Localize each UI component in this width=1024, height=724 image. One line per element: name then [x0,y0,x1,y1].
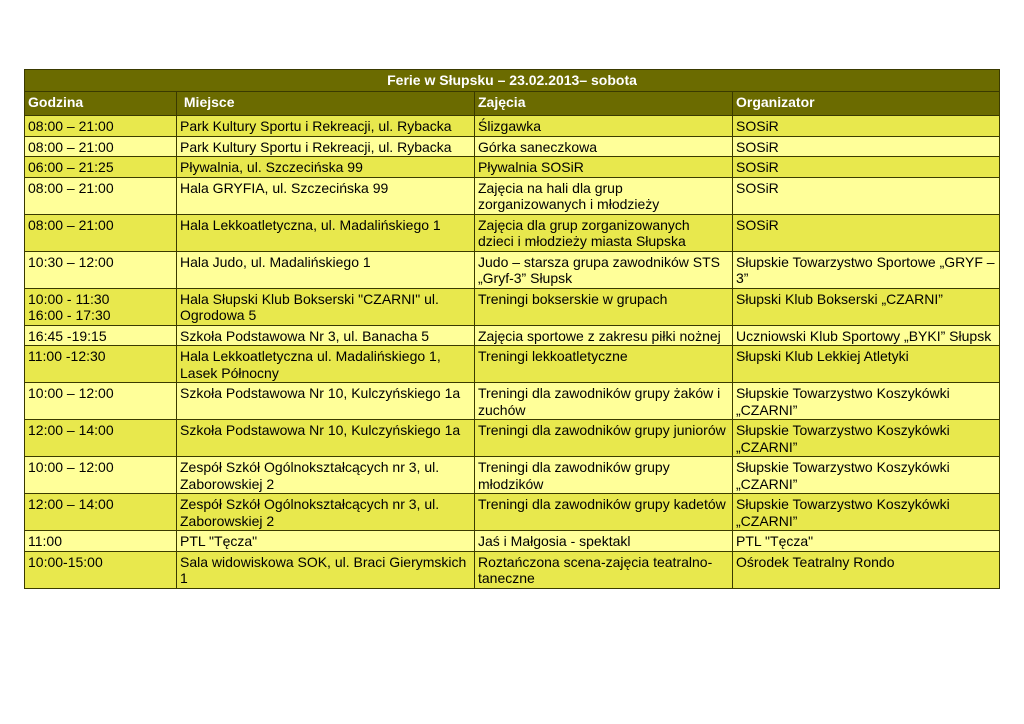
cell-time: 16:45 -19:15 [25,325,177,346]
cell-activity: Treningi lekkoatletyczne [475,346,733,383]
cell-time: 10:00 – 12:00 [25,383,177,420]
header-row [25,92,1000,116]
table-row [25,325,1000,346]
table-row [25,494,1000,531]
header-place: Miejsce [177,92,475,116]
cell-organizer: Słupski Klub Bokserski „CZARNI” [733,288,1000,325]
table-title: Ferie w Słupsku – 23.02.2013– sobota [25,70,1000,92]
document-page [24,69,999,589]
cell-place: Hala Judo, ul. Madalińskiego 1 [177,251,475,288]
cell-activity: Treningi dla zawodników grupy żaków i zuchów [475,383,733,420]
table-row [25,116,1000,137]
cell-time: 08:00 – 21:00 [25,214,177,251]
cell-activity: Zajęcia dla grup zorganizowanych dzieci i młodzieży miasta Słupska [475,214,733,251]
cell-activity: Treningi bokserskie w grupach [475,288,733,325]
table-row [25,214,1000,251]
cell-place: Szkoła Podstawowa Nr 10, Kulczyńskiego 1a [177,420,475,457]
table-row [25,136,1000,157]
cell-place: Zespół Szkół Ogólnokształcących nr 3, ul. Zaborowskiej 2 [177,457,475,494]
cell-place: Hala Słupski Klub Bokserski "CZARNI" ul. Ogrodowa 5 [177,288,475,325]
cell-place: Szkoła Podstawowa Nr 10, Kulczyńskiego 1a [177,383,475,420]
cell-organizer: Ośrodek Teatralny Rondo [733,551,1000,588]
cell-place: Park Kultury Sportu i Rekreacji, ul. Rybacka [177,116,475,137]
cell-activity: Zajęcia sportowe z zakresu piłki nożnej [475,325,733,346]
cell-organizer: SOSiR [733,214,1000,251]
table-row [25,251,1000,288]
cell-organizer: Słupskie Towarzystwo Koszykówki „CZARNI” [733,420,1000,457]
cell-place: Pływalnia, ul. Szczecińska 99 [177,157,475,178]
cell-time: 12:00 – 14:00 [25,420,177,457]
cell-time: 08:00 – 21:00 [25,116,177,137]
cell-organizer: SOSiR [733,116,1000,137]
cell-activity: Treningi dla zawodników grupy juniorów [475,420,733,457]
cell-place: Park Kultury Sportu i Rekreacji, ul. Rybacka [177,136,475,157]
cell-activity: Jaś i Małgosia - spektakl [475,531,733,552]
cell-place: PTL "Tęcza" [177,531,475,552]
cell-organizer: SOSiR [733,177,1000,214]
cell-time: 12:00 – 14:00 [25,494,177,531]
cell-organizer: Słupskie Towarzystwo Sportowe „GRYF – 3” [733,251,1000,288]
cell-place: Szkoła Podstawowa Nr 3, ul. Banacha 5 [177,325,475,346]
cell-organizer: SOSiR [733,136,1000,157]
cell-place: Sala widowiskowa SOK, ul. Braci Gierymskich 1 [177,551,475,588]
header-organizer: Organizator [733,92,1000,116]
cell-activity: Ślizgawka [475,116,733,137]
cell-organizer: Słupskie Towarzystwo Koszykówki „CZARNI” [733,494,1000,531]
cell-activity: Roztańczona scena-zajęcia teatralno-taneczne [475,551,733,588]
cell-activity: Judo – starsza grupa zawodników STS „Gryf-3” Słupsk [475,251,733,288]
table-row [25,383,1000,420]
cell-place: Hala Lekkoatletyczna, ul. Madalińskiego 1 [177,214,475,251]
cell-time: 10:00 - 11:30 16:00 - 17:30 [25,288,177,325]
cell-place: Hala Lekkoatletyczna ul. Madalińskiego 1, Lasek Północny [177,346,475,383]
table-row [25,288,1000,325]
table-row [25,346,1000,383]
table-row [25,157,1000,178]
table-row [25,177,1000,214]
header-activity: Zajęcia [475,92,733,116]
cell-organizer: Uczniowski Klub Sportowy „BYKI” Słupsk [733,325,1000,346]
cell-place: Hala GRYFIA, ul. Szczecińska 99 [177,177,475,214]
cell-organizer: SOSiR [733,157,1000,178]
cell-place: Zespół Szkół Ogólnokształcących nr 3, ul. Zaborowskiej 2 [177,494,475,531]
cell-organizer: Słupskie Towarzystwo Koszykówki „CZARNI” [733,383,1000,420]
cell-activity: Treningi dla zawodników grupy młodzików [475,457,733,494]
cell-time: 10:30 – 12:00 [25,251,177,288]
table-row [25,420,1000,457]
table-row [25,551,1000,588]
cell-organizer: PTL "Tęcza" [733,531,1000,552]
cell-organizer: Słupskie Towarzystwo Koszykówki „CZARNI” [733,457,1000,494]
cell-time: 10:00-15:00 [25,551,177,588]
cell-time: 10:00 – 12:00 [25,457,177,494]
schedule-table [24,69,1000,589]
cell-time: 11:00 -12:30 [25,346,177,383]
cell-time: 08:00 – 21:00 [25,136,177,157]
cell-time: 08:00 – 21:00 [25,177,177,214]
cell-activity: Pływalnia SOSiR [475,157,733,178]
table-row [25,457,1000,494]
cell-activity: Zajęcia na hali dla grup zorganizowanych i młodzieży [475,177,733,214]
cell-time: 11:00 [25,531,177,552]
cell-activity: Górka saneczkowa [475,136,733,157]
cell-time: 06:00 – 21:25 [25,157,177,178]
cell-activity: Treningi dla zawodników grupy kadetów [475,494,733,531]
cell-organizer: Słupski Klub Lekkiej Atletyki [733,346,1000,383]
table-title-row [25,70,1000,92]
schedule-body [25,70,1000,589]
header-time: Godzina [25,92,177,116]
table-row [25,531,1000,552]
